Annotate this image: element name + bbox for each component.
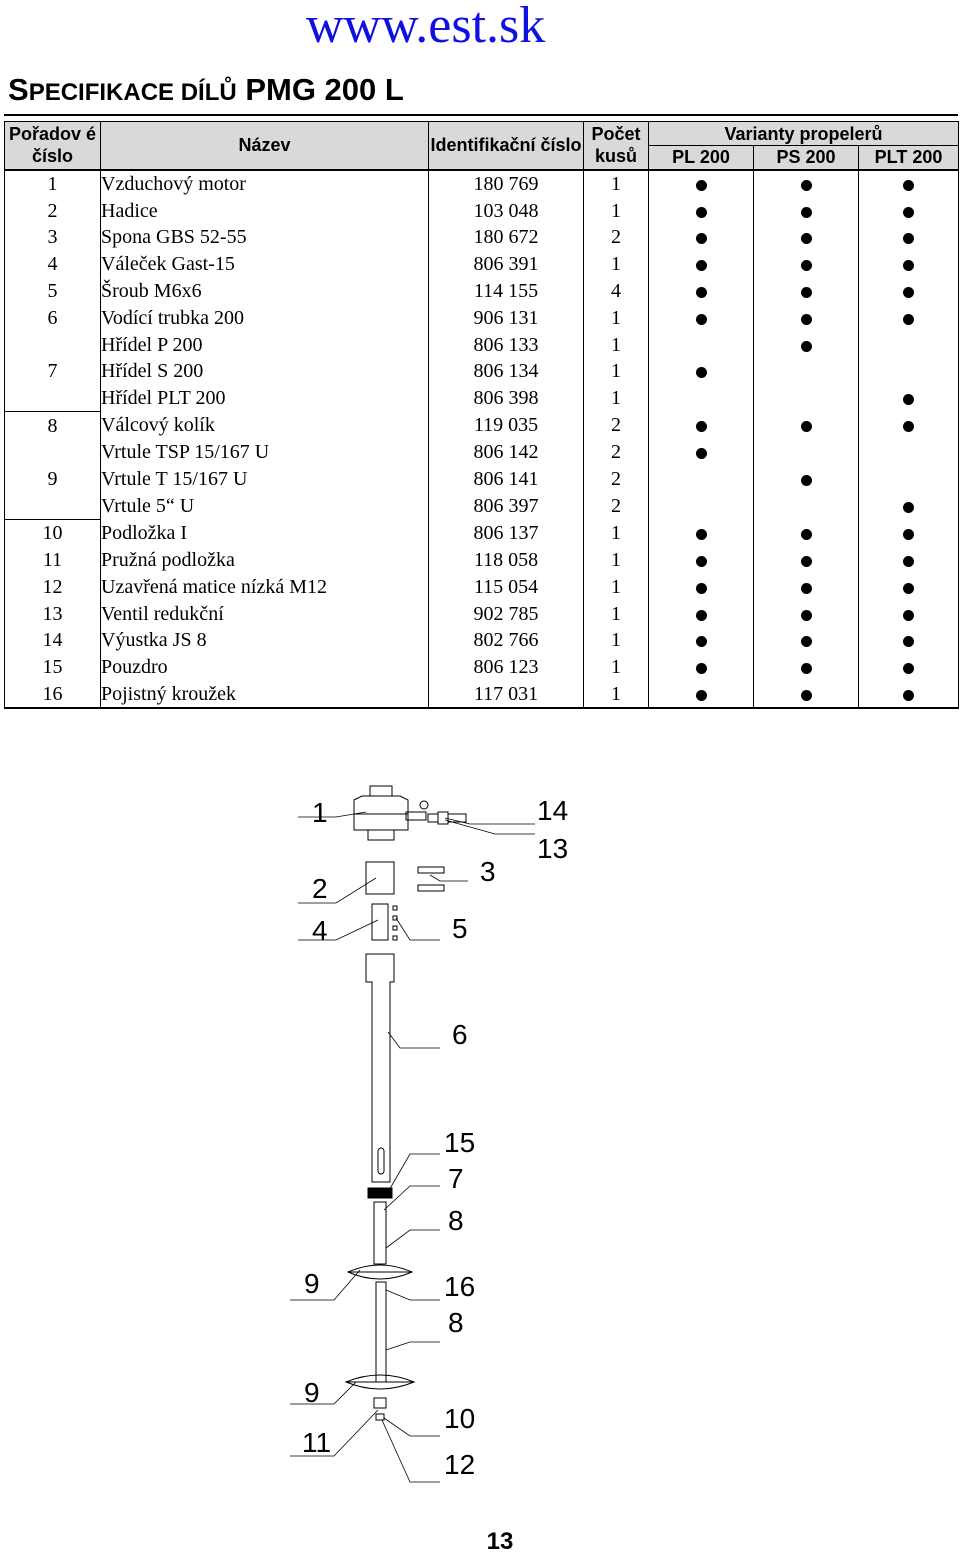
callout-10: 10 (444, 1403, 476, 1434)
parts-table (4, 121, 959, 709)
cell-qty: 4 (584, 278, 649, 305)
bullet-icon (696, 233, 707, 244)
bullet-icon (696, 260, 707, 271)
table-row (5, 439, 959, 466)
title-initial: S (8, 72, 29, 107)
cell-position: 15 (5, 654, 101, 681)
cell-variant-pl (649, 654, 754, 681)
cell-variant-ps (754, 573, 859, 600)
header-variant-pl: PL 200 (649, 146, 754, 170)
header-count: Počet kusů (584, 122, 649, 170)
table-row (5, 519, 959, 546)
bullet-icon (696, 663, 707, 674)
bushing-drawing (368, 1188, 392, 1198)
callout-9-upper: 9 (304, 1268, 320, 1299)
cell-qty: 1 (584, 251, 649, 278)
bullet-icon (801, 690, 812, 701)
cell-qty: 1 (584, 627, 649, 654)
cell-name: Ventil redukční (101, 600, 429, 627)
callout-11: 11 (302, 1427, 332, 1458)
cell-variant-ps (754, 385, 859, 412)
table-row (5, 197, 959, 224)
cell-variant-pl (649, 358, 754, 385)
cell-name: Šroub M6x6 (101, 278, 429, 305)
cell-ident: 902 785 (429, 600, 584, 627)
table-row (5, 547, 959, 574)
bullet-icon (903, 529, 914, 540)
table-row (5, 331, 959, 358)
cell-qty: 2 (584, 412, 649, 439)
cell-position: 9 (5, 439, 101, 519)
cell-variant-pl (649, 412, 754, 439)
table-row (5, 224, 959, 251)
cell-ident: 119 035 (429, 412, 584, 439)
bullet-icon (903, 394, 914, 405)
bullet-icon (903, 260, 914, 271)
cell-name: Vrtule T 15/167 U (101, 466, 429, 493)
cell-position: 7 (5, 331, 101, 411)
cell-qty: 1 (584, 519, 649, 546)
cell-position: 1 (5, 170, 101, 198)
cell-variant-pl (649, 547, 754, 574)
cell-variant-pl (649, 304, 754, 331)
cell-variant-ps (754, 493, 859, 520)
bullet-icon (696, 421, 707, 432)
cell-name: Váleček Gast-15 (101, 251, 429, 278)
cell-name: Hřídel P 200 (101, 331, 429, 358)
cell-ident: 806 137 (429, 519, 584, 546)
cell-name: Vrtule 5“ U (101, 493, 429, 520)
bullet-icon (801, 421, 812, 432)
cell-position: 13 (5, 600, 101, 627)
cell-variant-ps (754, 519, 859, 546)
table-row (5, 466, 959, 493)
shaft-drawing (374, 1202, 386, 1264)
cell-variant-ps (754, 251, 859, 278)
table-row (5, 681, 959, 709)
cell-ident: 906 131 (429, 304, 584, 331)
cell-variant-plt (859, 466, 959, 493)
cell-position: 12 (5, 573, 101, 600)
clamp-drawing-1 (418, 867, 444, 873)
cell-variant-pl (649, 519, 754, 546)
cell-name: Hadice (101, 197, 429, 224)
bullet-icon (903, 233, 914, 244)
title-rule (4, 114, 958, 116)
cell-variant-pl (649, 278, 754, 305)
callout-3: 3 (480, 856, 496, 887)
callout-15: 15 (444, 1127, 476, 1158)
bullet-icon (696, 314, 707, 325)
bullet-icon (696, 367, 707, 378)
bullet-icon (801, 475, 812, 486)
bullet-icon (903, 663, 914, 674)
valve-drawing (428, 812, 466, 824)
title-model: PMG 200 L (245, 72, 404, 107)
cell-variant-plt (859, 519, 959, 546)
cell-variant-plt (859, 493, 959, 520)
air-motor-drawing (354, 786, 428, 840)
bullet-icon (801, 180, 812, 191)
bullet-icon (903, 502, 914, 513)
cell-variant-ps (754, 224, 859, 251)
cell-variant-pl (649, 493, 754, 520)
table-row (5, 358, 959, 385)
callout-6: 6 (452, 1019, 468, 1050)
cell-ident: 806 397 (429, 493, 584, 520)
page-title (8, 72, 404, 108)
cell-variant-plt (859, 600, 959, 627)
cell-variant-pl (649, 385, 754, 412)
table-row (5, 627, 959, 654)
cell-qty: 2 (584, 466, 649, 493)
cell-ident: 114 155 (429, 278, 584, 305)
cell-variant-ps (754, 358, 859, 385)
bullet-icon (903, 421, 914, 432)
cell-variant-pl (649, 439, 754, 466)
cell-ident: 806 398 (429, 385, 584, 412)
cell-position: 16 (5, 681, 101, 709)
cell-name: Pouzdro (101, 654, 429, 681)
cell-ident: 806 133 (429, 331, 584, 358)
cell-ident: 180 769 (429, 170, 584, 198)
callout-7: 7 (448, 1163, 464, 1194)
bullet-icon (801, 233, 812, 244)
cell-name: Pojistný kroužek (101, 681, 429, 709)
cell-variant-plt (859, 278, 959, 305)
cell-variant-ps (754, 439, 859, 466)
cell-variant-ps (754, 304, 859, 331)
cell-qty: 1 (584, 304, 649, 331)
cell-qty: 1 (584, 547, 649, 574)
cell-variant-plt (859, 547, 959, 574)
callout-14: 14 (537, 795, 569, 826)
cell-variant-ps (754, 170, 859, 198)
callout-5: 5 (452, 913, 468, 944)
parts-table-body (5, 170, 959, 709)
cell-variant-ps (754, 197, 859, 224)
bullet-icon (696, 180, 707, 191)
cell-name: Vrtule TSP 15/167 U (101, 439, 429, 466)
cell-qty: 1 (584, 681, 649, 709)
cell-variant-plt (859, 358, 959, 385)
bullet-icon (903, 610, 914, 621)
cell-variant-plt (859, 304, 959, 331)
cell-position: 3 (5, 224, 101, 251)
cell-qty: 1 (584, 197, 649, 224)
cell-variant-ps (754, 547, 859, 574)
header-variant-ps: PS 200 (754, 146, 859, 170)
hose-drawing (366, 862, 394, 894)
cell-variant-plt (859, 224, 959, 251)
table-row (5, 654, 959, 681)
cell-qty: 1 (584, 385, 649, 412)
table-row (5, 600, 959, 627)
cell-qty: 2 (584, 493, 649, 520)
cell-variant-plt (859, 412, 959, 439)
bullet-icon (801, 260, 812, 271)
bullet-icon (903, 690, 914, 701)
cell-ident: 103 048 (429, 197, 584, 224)
callout-16: 16 (444, 1271, 476, 1302)
bullet-icon (903, 583, 914, 594)
callout-13: 13 (537, 833, 569, 864)
table-row (5, 278, 959, 305)
bullet-icon (696, 610, 707, 621)
bullet-icon (801, 529, 812, 540)
cell-position: 6 (5, 304, 101, 331)
cell-variant-plt (859, 681, 959, 709)
bullet-icon (696, 583, 707, 594)
cell-variant-ps (754, 412, 859, 439)
clamp-drawing-2 (418, 885, 444, 891)
header-variants: Varianty propelerů (649, 122, 959, 146)
table-row (5, 170, 959, 198)
cell-variant-pl (649, 170, 754, 198)
cell-variant-plt (859, 331, 959, 358)
cell-variant-pl (649, 627, 754, 654)
bullet-icon (801, 207, 812, 218)
callout-9-lower: 9 (304, 1377, 320, 1408)
bullet-icon (903, 556, 914, 567)
bullet-icon (801, 341, 812, 352)
cell-ident: 806 134 (429, 358, 584, 385)
header-variant-plt: PLT 200 (859, 146, 959, 170)
bullet-icon (696, 529, 707, 540)
cell-qty: 1 (584, 600, 649, 627)
bullet-icon (903, 207, 914, 218)
cell-qty: 1 (584, 654, 649, 681)
cell-position: 5 (5, 278, 101, 305)
bullet-icon (696, 636, 707, 647)
bullet-icon (696, 556, 707, 567)
table-row (5, 385, 959, 412)
cell-variant-plt (859, 627, 959, 654)
cell-name: Pružná podložka (101, 547, 429, 574)
callout-4: 4 (312, 915, 328, 946)
cell-variant-pl (649, 197, 754, 224)
bullet-icon (801, 556, 812, 567)
bullet-icon (801, 636, 812, 647)
title-small-caps: PECIFIKACE DÍLŮ (28, 79, 237, 106)
cell-ident: 180 672 (429, 224, 584, 251)
bullet-icon (903, 314, 914, 325)
cell-variant-ps (754, 681, 859, 709)
cell-qty: 1 (584, 358, 649, 385)
cell-ident: 118 058 (429, 547, 584, 574)
cell-name: Vodící trubka 200 (101, 304, 429, 331)
table-row (5, 412, 959, 439)
cell-variant-pl (649, 573, 754, 600)
cell-variant-pl (649, 681, 754, 709)
cell-name: Podložka I (101, 519, 429, 546)
cell-name: Hřídel S 200 (101, 358, 429, 385)
exploded-diagram (0, 770, 960, 1530)
cell-variant-plt (859, 439, 959, 466)
cell-variant-ps (754, 627, 859, 654)
cell-ident: 115 054 (429, 573, 584, 600)
bullet-icon (801, 314, 812, 325)
table-row (5, 304, 959, 331)
bullet-icon (801, 663, 812, 674)
cell-ident: 806 123 (429, 654, 584, 681)
cell-qty: 2 (584, 439, 649, 466)
cell-variant-pl (649, 600, 754, 627)
cell-variant-plt (859, 654, 959, 681)
cell-variant-pl (649, 251, 754, 278)
cell-variant-pl (649, 331, 754, 358)
bullet-icon (801, 610, 812, 621)
header-order: Pořadov é číslo (5, 122, 101, 170)
cell-qty: 1 (584, 170, 649, 198)
callout-2: 2 (312, 873, 328, 904)
cell-qty: 1 (584, 331, 649, 358)
cell-name: Válcový kolík (101, 412, 429, 439)
cell-variant-ps (754, 600, 859, 627)
cell-variant-plt (859, 385, 959, 412)
callout-8-upper: 8 (448, 1205, 464, 1236)
cell-position: 2 (5, 197, 101, 224)
cell-ident: 802 766 (429, 627, 584, 654)
washer-drawing (374, 1398, 386, 1408)
table-row (5, 573, 959, 600)
cell-qty: 1 (584, 573, 649, 600)
callout-8-lower: 8 (448, 1307, 464, 1338)
cell-variant-plt (859, 251, 959, 278)
callout-1: 1 (312, 797, 328, 828)
cell-ident: 806 142 (429, 439, 584, 466)
cell-position: 4 (5, 251, 101, 278)
cell-name: Spona GBS 52-55 (101, 224, 429, 251)
cell-variant-ps (754, 278, 859, 305)
callout-12: 12 (444, 1449, 476, 1480)
bullet-icon (903, 180, 914, 191)
cell-position: 14 (5, 627, 101, 654)
cell-name: Hřídel PLT 200 (101, 385, 429, 412)
cell-name: Uzavřená matice nízká M12 (101, 573, 429, 600)
site-url[interactable]: www.est.sk (306, 0, 546, 54)
bullet-icon (696, 448, 707, 459)
bullet-icon (696, 287, 707, 298)
cell-ident: 806 141 (429, 466, 584, 493)
cell-name: Vzduchový motor (101, 170, 429, 198)
cell-variant-plt (859, 197, 959, 224)
cell-variant-ps (754, 331, 859, 358)
cell-position: 11 (5, 547, 101, 574)
cell-variant-ps (754, 466, 859, 493)
cell-variant-ps (754, 654, 859, 681)
cell-ident: 806 391 (429, 251, 584, 278)
cell-variant-pl (649, 466, 754, 493)
cell-variant-pl (649, 224, 754, 251)
cell-name: Výustka JS 8 (101, 627, 429, 654)
bullet-icon (801, 583, 812, 594)
bullet-icon (801, 287, 812, 298)
table-row (5, 493, 959, 520)
bullet-icon (903, 636, 914, 647)
cell-variant-plt (859, 573, 959, 600)
cell-position: 10 (5, 519, 101, 546)
cell-variant-plt (859, 170, 959, 198)
shaft-lower-drawing (376, 1282, 386, 1382)
cell-qty: 2 (584, 224, 649, 251)
bullet-icon (696, 207, 707, 218)
bullet-icon (903, 287, 914, 298)
header-name: Název (101, 122, 429, 170)
cell-ident: 117 031 (429, 681, 584, 709)
header-ident: Identifikační číslo (429, 122, 584, 170)
cell-position: 8 (5, 412, 101, 439)
page-number: 13 (486, 1528, 514, 1555)
table-row (5, 251, 959, 278)
bullet-icon (696, 690, 707, 701)
